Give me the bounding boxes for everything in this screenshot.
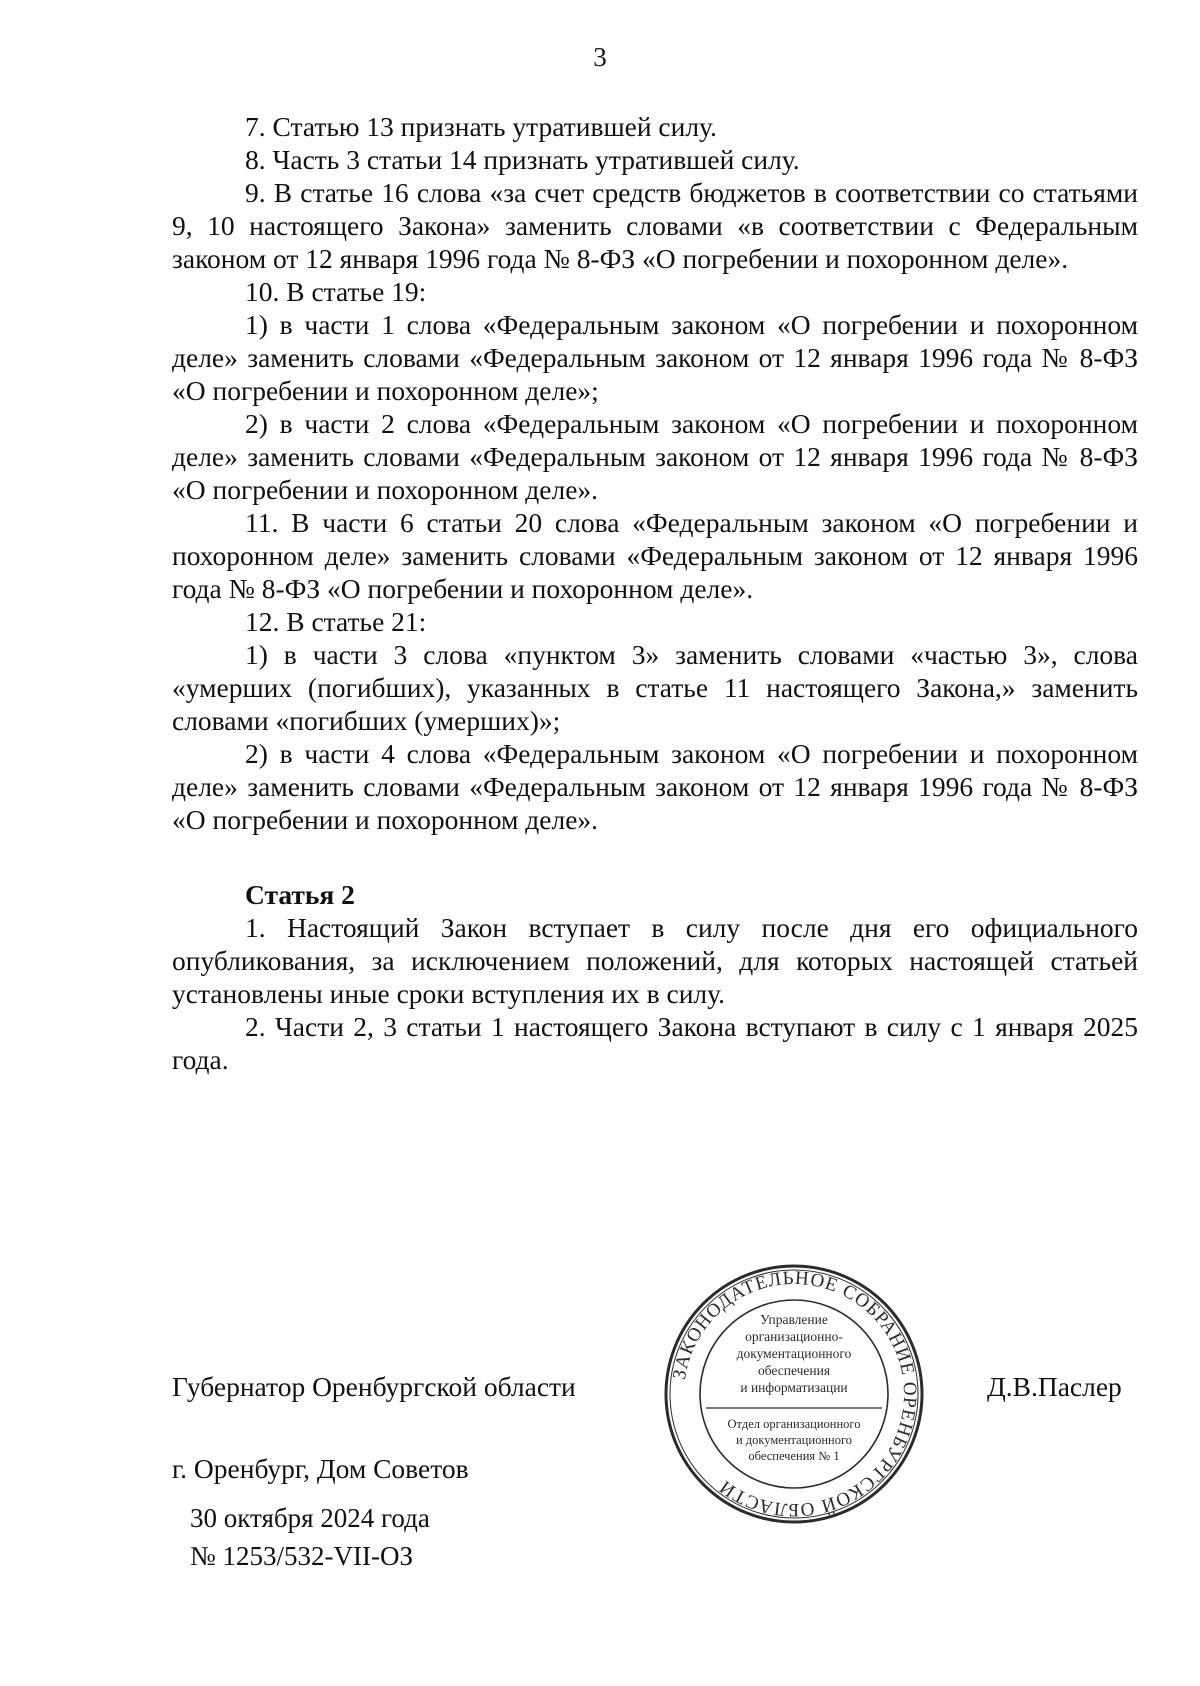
official-seal: [662, 1262, 926, 1526]
seal-icon: [662, 1262, 926, 1526]
article-2-paragraph-2: 2. Части 2, 3 статьи 1 настоящего Закона вступают в силу с 1 января 2025 года.: [172, 1011, 1138, 1075]
seal-outer-text: ЗАКОНОДАТЕЛЬНОЕ СОБРАНИЕ ОРЕНБУРГСКОЙ ОБЛАСТИ: [668, 1267, 921, 1521]
paragraph-10-sub-2: 2) в части 2 слова «Федеральным законом «О погребении и похоронном деле» заменить словами «Федеральным законом от 12 января 1996 года № 8-ФЗ «О погребении и похоронном деле».: [172, 408, 1138, 505]
paragraph-7: 7. Статью 13 признать утратившей силу.: [245, 111, 717, 142]
article-2-title: Статья 2: [245, 879, 355, 910]
paragraph-8: 8. Часть 3 статьи 14 признать утратившей силу.: [245, 144, 800, 175]
paragraph-12-sub-1: 1) в части 3 слова «пунктом 3» заменить словами «частью 3», слова «умерших (погибших), указанных в статье 11 настоящего Закона,» заменить словами «погибших (умерших)»;: [172, 639, 1138, 736]
seal-inner-line-3: документационного: [736, 1346, 852, 1361]
seal-inner-line-4: обеспечения: [757, 1363, 831, 1378]
seal-bottom-line-1: Отдел организационного: [727, 1417, 861, 1431]
seal-bottom-line-3: обеспечения № 1: [748, 1449, 840, 1463]
paragraph-11: 11. В части 6 статьи 20 слова «Федеральным законом «О погребении и похоронном деле» заменить словами «Федеральным законом от 12 января 1996 года № 8-ФЗ «О погребении и похоронном деле».: [172, 507, 1138, 604]
seal-bottom-line-2: и документационного: [735, 1433, 853, 1447]
paragraph-12: 12. В статье 21:: [245, 606, 427, 637]
signing-date: 30 октября 2024 года: [190, 1503, 430, 1533]
signing-place: г. Оренбург, Дом Советов: [172, 1453, 469, 1484]
document-body: [172, 110, 1138, 1076]
paragraph-10-sub-1: 1) в части 1 слова «Федеральным законом «О погребении и похоронном деле» заменить словами «Федеральным законом от 12 января 1996 года № 8-ФЗ «О погребении и похоронном деле»;: [172, 309, 1138, 406]
law-number: № 1253/532-VII-ОЗ: [190, 1541, 414, 1571]
signatory-name: Д.В.Паслер: [987, 1371, 1122, 1402]
paragraph-10: 10. В статье 19:: [245, 276, 427, 307]
article-2-paragraph-1: 1. Настоящий Закон вступает в силу после дня его официального опубликования, за исключением положений, для которых настоящей статьей установлены иные сроки вступления их в силу.: [172, 912, 1138, 1009]
governor-title: Губернатор Оренбургской области: [172, 1371, 576, 1402]
seal-inner-line-1: Управление: [760, 1312, 828, 1327]
page-number: 3: [593, 42, 607, 72]
paragraph-12-sub-2: 2) в части 4 слова «Федеральным законом «О погребении и похоронном деле» заменить словами «Федеральным законом от 12 января 1996 года № 8-ФЗ «О погребении и похоронном деле».: [172, 738, 1138, 835]
paragraph-9: 9. В статье 16 слова «за счет средств бюджетов в соответствии со статьями 9, 10 настоящего Закона» заменить словами «в соответствии с Федеральным законом от 12 января 1996 года № 8-ФЗ «О погребении и похоронном деле».: [172, 177, 1138, 274]
seal-inner-line-2: организационно-: [745, 1329, 843, 1344]
seal-inner-line-5: и информатизации: [740, 1380, 848, 1395]
